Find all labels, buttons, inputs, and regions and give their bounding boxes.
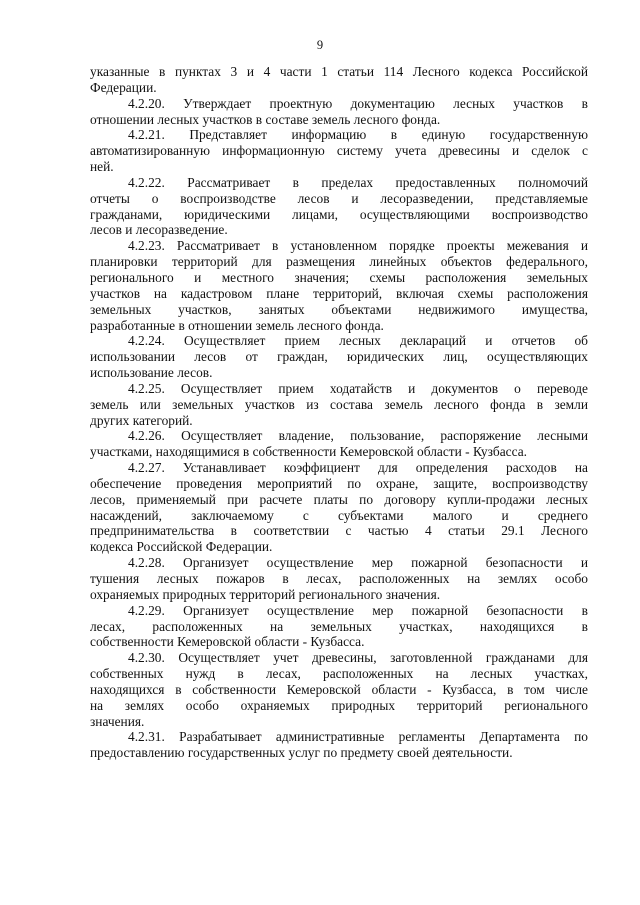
text-line: 4.2.27. Устанавливает коэффициент для определения расходов на <box>128 460 588 476</box>
paragraph <box>90 96 588 128</box>
text-line: собственности Кемеровской области - Кузбасса. <box>90 634 365 650</box>
text-line: 4.2.28. Организует осуществление мер пожарной безопасности и <box>128 555 588 571</box>
text-line: земель или земельных участков из состава земель лесного фонда в земли <box>90 396 588 412</box>
text-line: тушения лесных пожаров в лесах, расположенных на землях особо <box>90 571 588 586</box>
paragraph <box>90 64 588 96</box>
text-line: разработанные в отношении земель лесного фонда. <box>90 317 384 333</box>
paragraph <box>90 175 588 238</box>
paragraph <box>90 333 588 381</box>
text-line: использование лесов. <box>90 365 213 381</box>
text-line: указанные в пунктах 3 и 4 части 1 статьи 114 Лесного кодекса Российской <box>90 64 588 79</box>
text-line: лесах, расположенных на земельных участках, находящихся в <box>90 618 588 634</box>
document-body <box>90 64 588 761</box>
text-line: регионального и местного значения; схемы расположения земельных <box>90 269 588 285</box>
text-line: отношении лесных участков в составе земель лесного фонда. <box>90 111 441 127</box>
text-line: значения. <box>90 713 145 729</box>
text-line: участками, находящимися в собственности Кемеровской области - Кузбасса. <box>90 444 527 460</box>
text-line: 4.2.22. Рассматривает в пределах предоставленных полномочий <box>128 174 588 190</box>
text-line: 4.2.20. Утверждает проектную документацию лесных участков в <box>128 95 588 111</box>
text-line: кодекса Российской Федерации. <box>90 539 273 555</box>
text-line: 4.2.29. Организует осуществление мер пожарной безопасности в <box>128 602 588 618</box>
text-line: 4.2.24. Осуществляет прием лесных деклараций и отчетов об <box>128 333 588 349</box>
paragraph <box>90 238 588 333</box>
text-line: лесов, применяемый при расчете платы по договору купли-продажи лесных <box>90 491 588 507</box>
page-number: 9 <box>316 38 324 52</box>
text-line: 4.2.23. Рассматривает в установленном порядке проекты межевания и <box>128 238 588 254</box>
paragraph <box>90 729 588 761</box>
text-line: лесов и лесоразведение. <box>90 222 228 238</box>
text-line: 4.2.21. Представляет информацию в единую государственную <box>128 127 588 143</box>
text-line: гражданами, юридическими лицами, осуществляющими воспроизводство <box>90 206 588 222</box>
text-line: насаждений, заключаемому с субъектами малого и среднего <box>90 507 588 523</box>
text-line: охраняемых природных территорий регионального значения. <box>90 586 441 602</box>
text-line: Федерации. <box>90 79 157 95</box>
text-line: планировки территорий для размещения линейных объектов федерального, <box>90 254 588 270</box>
text-line: предпринимательства в соответствии с частью 4 статьи 29.1 Лесного <box>90 523 588 539</box>
paragraph <box>90 428 588 460</box>
text-line: участков на кадастровом плане территорий, включая схемы расположения <box>90 285 588 301</box>
text-line: обеспечение проведения мероприятий по охране, защите, воспроизводству <box>90 475 588 491</box>
text-line: 4.2.31. Разрабатывает административные регламенты Департамента по <box>128 729 588 745</box>
paragraph <box>90 603 588 651</box>
paragraph <box>90 381 588 429</box>
text-line: автоматизированную информационную систему учета древесины и сделок с <box>90 143 588 159</box>
text-line: собственных нужд в лесах, расположенных на лесных участках, <box>90 666 588 682</box>
paragraph <box>90 650 588 729</box>
paragraph <box>90 127 588 175</box>
text-line: предоставлению государственных услуг по предмету своей деятельности. <box>90 745 513 761</box>
text-line: других категорий. <box>90 412 193 428</box>
text-line: 4.2.26. Осуществляет владение, пользование, распоряжение лесными <box>128 428 588 444</box>
text-line: ней. <box>90 159 114 175</box>
text-line: 4.2.30. Осуществляет учет древесины, заготовленной гражданами для <box>128 650 588 666</box>
paragraph <box>90 555 588 603</box>
text-line: отчеты о воспроизводстве лесов и лесоразведении, представляемые <box>90 190 588 206</box>
text-line: использовании лесов от граждан, юридических лиц, осуществляющих <box>90 349 588 365</box>
paragraph <box>90 460 588 555</box>
text-line: 4.2.25. Осуществляет прием ходатайств и документов о переводе <box>128 380 588 396</box>
text-line: на землях особо охраняемых природных территорий регионального <box>90 697 588 713</box>
text-line: земельных участков, занятых объектами недвижимого имущества, <box>90 301 588 317</box>
text-line: находящихся в собственности Кемеровской области - Кузбасса, в том числе <box>90 681 588 697</box>
